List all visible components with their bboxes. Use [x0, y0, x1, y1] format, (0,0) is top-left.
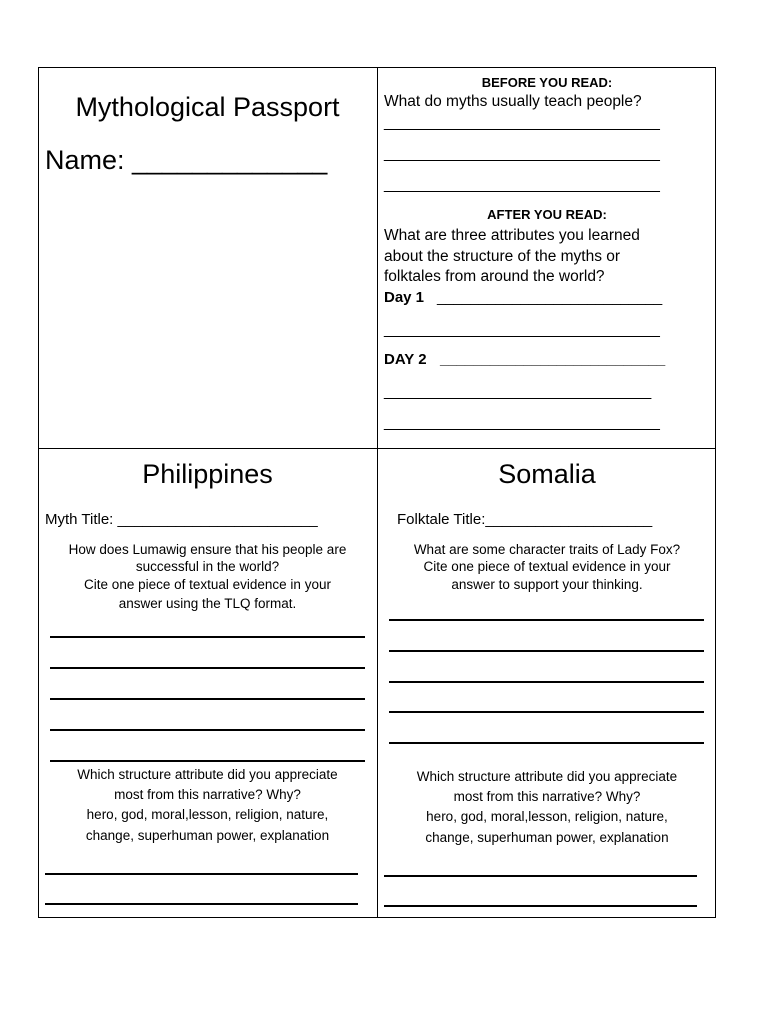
day1-answer-line[interactable]: ___________________________: [437, 289, 663, 306]
answer-line[interactable]: _______________________________: [384, 383, 652, 400]
philippines-question: Cite one piece of textual evidence in your: [84, 577, 331, 592]
answer-line[interactable]: ________________________________: [384, 145, 660, 162]
after-you-read-question: What are three attributes you learned: [384, 227, 640, 244]
somalia-attribute-options: change, superhuman power, explanation: [425, 830, 669, 845]
answer-rule[interactable]: [50, 729, 365, 731]
somalia-attribute-options: hero, god, moral,lesson, religion, nature,: [426, 809, 668, 824]
answer-rule[interactable]: [389, 619, 704, 621]
somalia-title: Somalia: [498, 459, 596, 489]
somalia-attribute-question: Which structure attribute did you appreciate: [416, 769, 678, 784]
day2-label: DAY 2: [384, 351, 427, 368]
somalia-question: Cite one piece of textual evidence in your: [423, 559, 671, 574]
answer-rule[interactable]: [50, 760, 365, 762]
myth-title-field[interactable]: Myth Title: ________________________: [45, 511, 318, 528]
philippines-attribute-options: change, superhuman power, explanation: [85, 828, 330, 843]
before-you-read-heading: BEFORE YOU READ:: [481, 75, 613, 90]
answer-line[interactable]: ________________________________: [384, 114, 660, 131]
philippines-title: Philippines: [142, 459, 273, 489]
row-divider: [38, 448, 716, 449]
answer-rule[interactable]: [50, 636, 365, 638]
before-you-read-question: What do myths usually teach people?: [384, 93, 642, 110]
answer-rule[interactable]: [389, 742, 704, 744]
answer-rule[interactable]: [384, 875, 697, 877]
philippines-attribute-options: hero, god, moral,lesson, religion, nature,: [86, 807, 329, 822]
answer-rule[interactable]: [389, 650, 704, 652]
answer-rule[interactable]: [389, 681, 704, 683]
answer-line[interactable]: ________________________________: [384, 321, 660, 338]
philippines-question: successful in the world?: [135, 559, 280, 574]
answer-line[interactable]: ________________________________: [384, 176, 660, 193]
answer-rule[interactable]: [50, 667, 365, 669]
day2-answer-line[interactable]: ___________________________: [440, 351, 666, 368]
passport-title: Mythological Passport: [75, 92, 340, 122]
somalia-attribute-question: most from this narrative? Why?: [453, 789, 641, 804]
answer-rule[interactable]: [45, 873, 358, 875]
somalia-question: answer to support your thinking.: [451, 577, 643, 592]
name-field-label[interactable]: Name: _____________: [45, 145, 328, 175]
answer-line[interactable]: ________________________________: [384, 414, 660, 431]
philippines-question: How does Lumawig ensure that his people are: [68, 542, 347, 557]
after-you-read-question: about the structure of the myths or: [384, 248, 621, 265]
somalia-question: What are some character traits of Lady Fox?: [413, 542, 681, 557]
day1-label: Day 1: [384, 289, 425, 306]
after-you-read-heading: AFTER YOU READ:: [487, 207, 607, 222]
answer-rule[interactable]: [50, 698, 365, 700]
folktale-title-field[interactable]: Folktale Title:____________________: [397, 511, 653, 528]
answer-rule[interactable]: [45, 903, 358, 905]
philippines-question: answer using the TLQ format.: [118, 596, 297, 611]
answer-rule[interactable]: [389, 711, 704, 713]
after-you-read-question: folktales from around the world?: [384, 268, 605, 285]
philippines-attribute-question: most from this narrative? Why?: [114, 787, 301, 802]
answer-rule[interactable]: [384, 905, 697, 907]
philippines-attribute-question: Which structure attribute did you appreciate: [77, 767, 338, 782]
